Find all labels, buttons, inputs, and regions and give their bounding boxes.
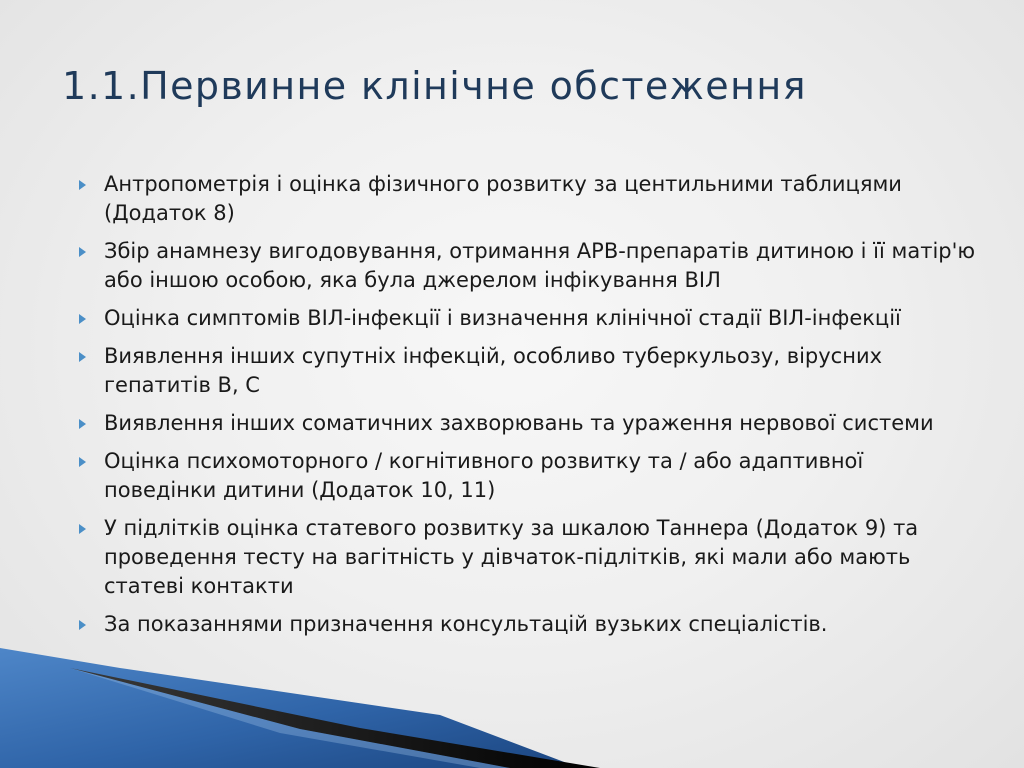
- slide-title: 1.1.Первинне клінічне обстеження: [62, 64, 807, 108]
- bullet-item: [76, 514, 976, 601]
- blue-corner-band: [0, 648, 580, 768]
- bullet-text: Оцінка симптомів ВІЛ-інфекції і визначення клінічної стадії ВІЛ-інфекції: [104, 306, 901, 330]
- triangle-bullet-icon: [79, 419, 86, 429]
- bullet-text: Виявлення інших соматичних захворювань та ураження нервової системи: [104, 411, 934, 435]
- bullet-item: [76, 304, 976, 333]
- bullet-item: [76, 447, 976, 505]
- triangle-bullet-icon: [79, 314, 86, 324]
- bullet-item: [76, 170, 976, 228]
- bullet-text: Оцінка психомоторного / когнітивного розвитку та / або адаптивної поведінки дитини (Додаток 10, 11): [104, 449, 864, 502]
- bullet-item: [76, 610, 976, 639]
- triangle-bullet-icon: [79, 247, 86, 257]
- bullet-list: [76, 170, 976, 648]
- bullet-item: [76, 409, 976, 438]
- bullet-text: У підлітків оцінка статевого розвитку за шкалою Таннера (Додаток 9) та проведення тесту на вагітність у дівчаток-підлітків, які мали або мають статеві контакти: [104, 516, 919, 598]
- triangle-bullet-icon: [79, 620, 86, 630]
- bullet-text: Збір анамнезу вигодовування, отримання АРВ-препаратів дитиною і її матір'ю або іншою особою, яка була джерелом інфікування ВІЛ: [104, 239, 976, 292]
- triangle-bullet-icon: [79, 457, 86, 467]
- bullet-text: Антропометрія і оцінка фізичного розвитку за центильними таблицями (Додаток 8): [104, 172, 902, 225]
- triangle-bullet-icon: [79, 180, 86, 190]
- bullet-text: Виявлення інших супутніх інфекцій, особливо туберкульозу, вірусних гепатитів В, С: [104, 344, 883, 397]
- light-corner-stripe: [70, 668, 510, 768]
- bullet-text: За показаннями призначення консультацій вузьких спеціалістів.: [104, 612, 828, 636]
- triangle-bullet-icon: [79, 352, 86, 362]
- bullet-item: [76, 342, 976, 400]
- dark-corner-stripe: [70, 668, 600, 768]
- bullet-item: [76, 237, 976, 295]
- triangle-bullet-icon: [79, 524, 86, 534]
